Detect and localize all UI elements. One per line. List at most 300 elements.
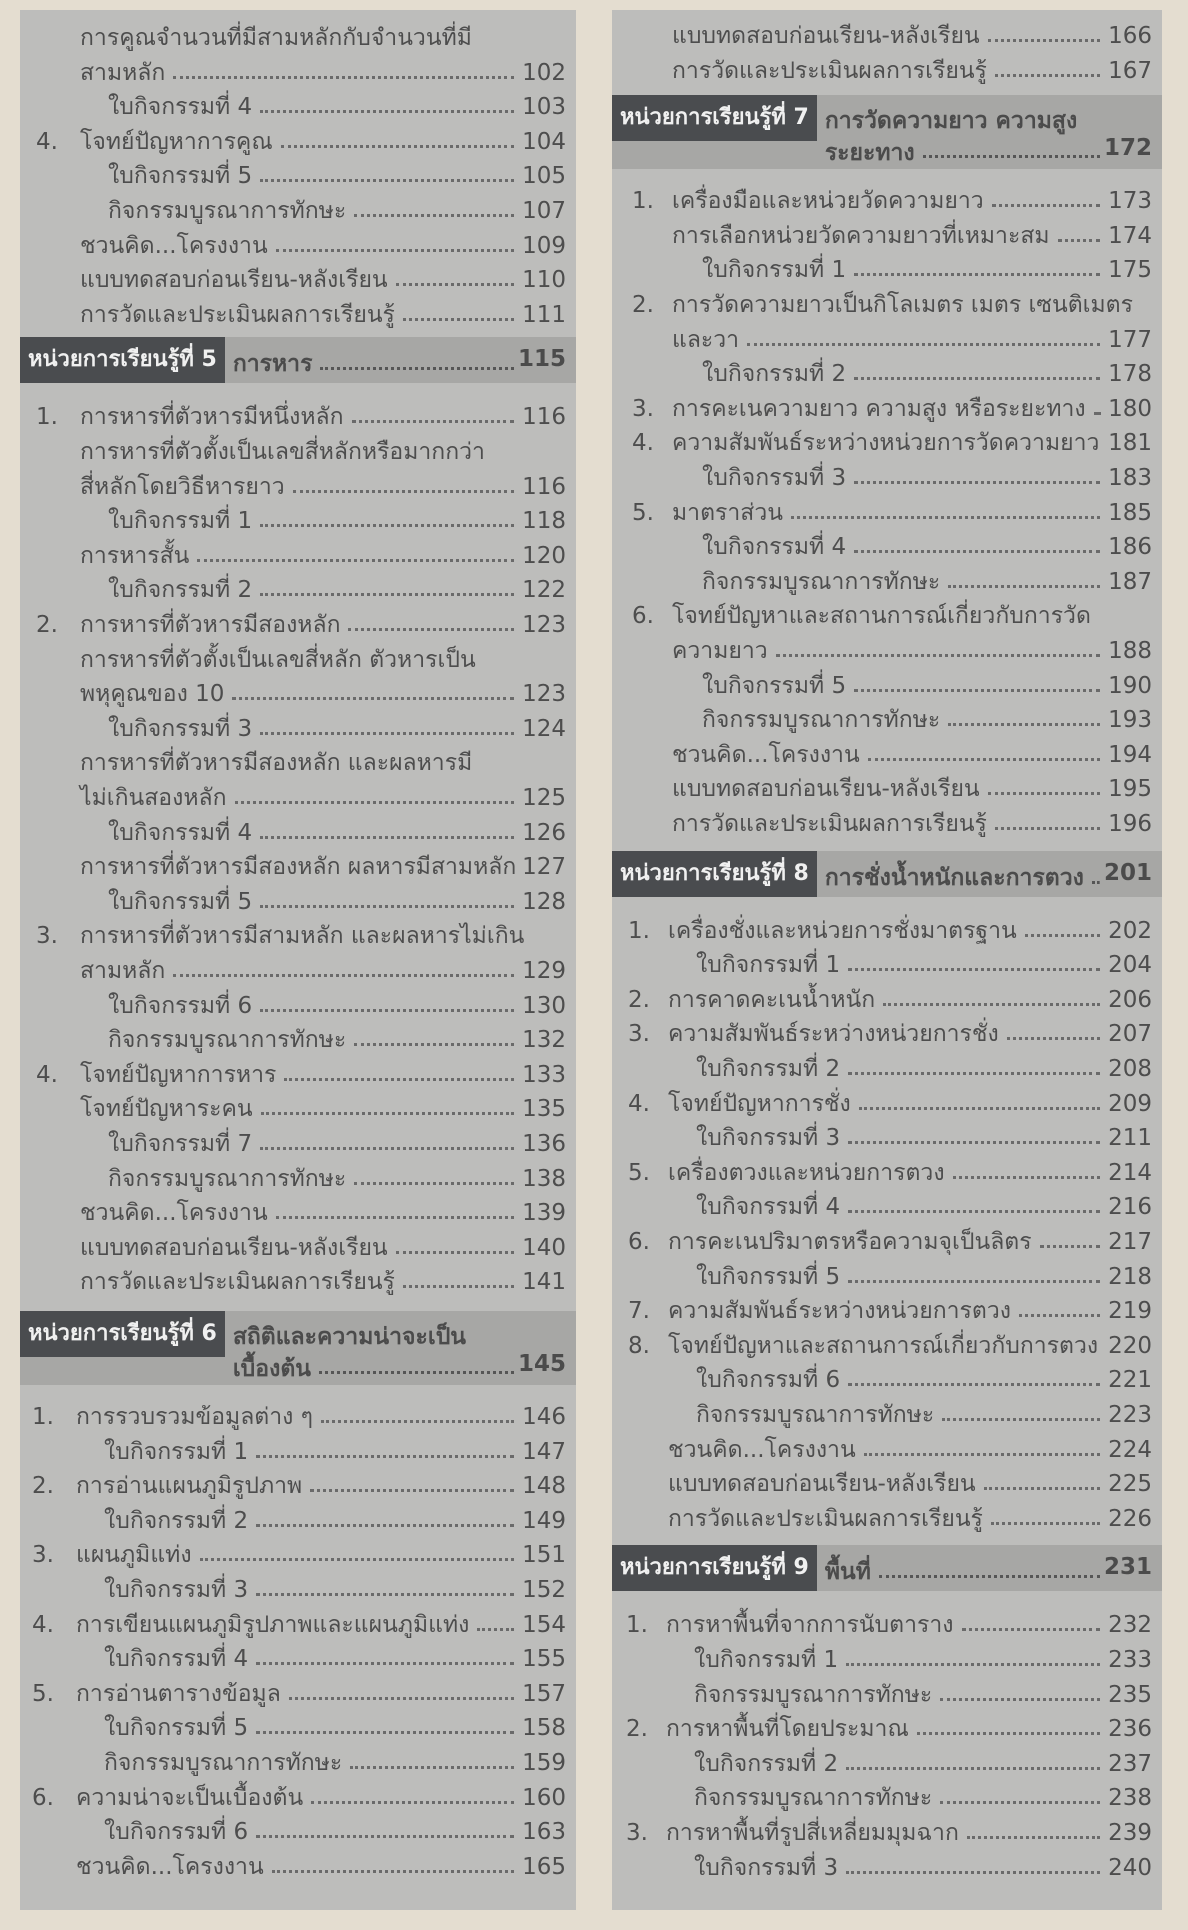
toc-entry[interactable] [612,1640,1162,1674]
page-number: 139 [522,1200,566,1227]
toc-entry[interactable] [612,320,1162,354]
entry-title[interactable]: การหารที่ตัวหารมีหนึ่งหลัก [80,404,344,431]
toc-entry[interactable] [20,1055,576,1089]
entry-title[interactable]: ใบกิจกรรมที่ 5 [702,672,847,699]
toc-entry[interactable] [612,1675,1162,1709]
page-number: 152 [522,1577,566,1603]
entry-title[interactable]: เครื่องมือและหน่วยวัดความยาว [672,188,984,215]
unit-title: เบื้องต้น [232,1356,311,1382]
unit-title: การชั่งน้ำหนักและการตวง [824,864,1084,891]
toc-entry[interactable] [612,458,1162,492]
page-number: 130 [522,992,566,1019]
toc-entry[interactable] [20,191,576,225]
toc-entry[interactable] [612,1709,1162,1743]
entry-title[interactable]: ใบกิจกรรมที่ 2 [694,1750,839,1777]
dot-leader [1040,1241,1100,1248]
entry-title[interactable]: ใบกิจกรรมที่ 1 [694,1647,839,1673]
page-number: 240 [1108,1854,1152,1881]
unit-header[interactable] [612,95,1162,169]
toc-entry[interactable] [20,986,576,1020]
toc-entry[interactable] [612,181,1162,215]
dot-leader [868,754,1100,761]
entry-title[interactable]: ใบกิจกรรมที่ 5 [108,163,253,190]
toc-entry[interactable] [20,674,576,708]
unit-title: ระยะทาง [824,140,915,167]
dot-leader [1019,1310,1100,1317]
entry-title[interactable]: ใบกิจกรรมที่ 1 [104,1438,249,1465]
dot-leader [854,373,1100,380]
entry-title[interactable]: ใบกิจกรรมที่ 7 [108,1131,253,1157]
page-number: 135 [522,1096,566,1123]
toc-entry[interactable] [20,397,576,431]
dot-leader [310,1485,514,1492]
toc-entry[interactable] [20,1432,576,1466]
page-number: 151 [522,1542,566,1569]
toc-entry[interactable] [20,1743,576,1777]
entry-title[interactable]: เครื่องชั่งและหน่วยการชั่งมาตรฐาน [668,917,1017,944]
page-number: 235 [1108,1681,1152,1708]
dot-leader [854,477,1100,484]
dot-leader [256,1589,514,1596]
entry-title[interactable]: ใบกิจกรรมที่ 6 [108,992,253,1019]
page-number: 123 [522,612,566,638]
entry-title[interactable]: แบบทดสอบก่อนเรียน-หลังเรียน [672,776,980,803]
entry-title[interactable]: ใบกิจกรรมที่ 6 [104,1819,249,1846]
dot-leader [995,70,1100,77]
entry-number: 5. [32,1680,54,1707]
unit-page-number: 201 [1103,859,1152,886]
toc-entry[interactable] [612,945,1162,979]
unit-header[interactable] [20,337,576,383]
dot-leader [948,719,1100,726]
toc-entry[interactable] [612,1014,1162,1048]
page-number: 166 [1108,23,1152,49]
entry-title[interactable]: ความสัมพันธ์ระหว่างหน่วยการวัดความยาว [672,430,1100,457]
entry-title[interactable]: การหาพื้นที่จากการนับตาราง [666,1612,954,1639]
entry-title[interactable]: แบบทดสอบก่อนเรียน-หลังเรียน [668,1471,976,1498]
entry-title[interactable]: ชวนคิด...โครงงาน [76,1853,264,1880]
entry-title[interactable]: กิจกรรมบูรณาการทักษะ [696,1402,935,1428]
page-number: 207 [1108,1021,1152,1048]
entry-number: 2. [628,986,650,1013]
page-number: 193 [1108,707,1152,734]
toc-entry[interactable] [20,1778,576,1812]
dot-leader [354,1178,514,1185]
entry-title[interactable]: แผนภูมิแท่ง [76,1542,192,1569]
toc-entry[interactable] [20,1228,576,1262]
dot-leader [284,1074,514,1081]
toc-entry[interactable] [20,87,576,121]
toc-entry[interactable] [20,1570,576,1604]
entry-title[interactable]: ไม่เกินสองหลัก [80,785,227,811]
dot-leader [940,1797,1100,1804]
toc-entry[interactable] [612,1049,1162,1083]
entry-title[interactable]: การหารที่ตัวหารมีสองหลัก [80,612,341,638]
dot-leader [197,555,514,562]
page-number: 202 [1108,917,1152,944]
entry-title-line1[interactable]: การคูณจำนวนที่มีสามหลักกับจำนวนที่มี [80,25,472,51]
page-number: 225 [1108,1471,1152,1498]
toc-entry[interactable] [612,250,1162,284]
entry-title[interactable]: ความยาว [672,638,768,664]
entry-title[interactable]: การคะเนความยาว ความสูง หรือระยะทาง [672,395,1086,422]
page-number: 155 [522,1646,566,1673]
toc-entry[interactable] [612,1744,1162,1778]
entry-title[interactable]: ชวนคิด...โครงงาน [668,1436,856,1463]
entry-title[interactable]: เครื่องตวงและหน่วยการตวง [668,1159,945,1186]
entry-number: 3. [36,923,58,950]
entry-title[interactable]: กิจกรรมบูรณาการทักษะ [108,1165,347,1192]
page-number: 173 [1108,188,1152,215]
entry-title[interactable]: ใบกิจกรรมที่ 1 [696,952,841,979]
entry-title[interactable]: การอ่านแผนภูมิรูปภาพ [76,1473,303,1500]
toc-entry[interactable] [612,804,1162,838]
dot-leader [477,1624,514,1631]
page-number: 185 [1108,499,1152,526]
entry-title-line1[interactable]: การหารที่ตัวตั้งเป็นเลขสี่หลัก ตัวหารเป็น [80,646,476,673]
unit-badge: หน่วยการเรียนรู้ที่ 7 [612,95,817,141]
toc-entry[interactable] [20,1020,576,1054]
toc-entry[interactable] [612,527,1162,561]
dot-leader [854,546,1100,553]
dot-leader [200,1554,514,1561]
dot-leader [354,210,514,217]
entry-title[interactable]: การหาพื้นที่โดยประมาณ [666,1716,909,1743]
toc-entry[interactable] [20,570,576,604]
page-number: 188 [1108,638,1152,664]
toc-entry[interactable] [20,1501,576,1535]
dot-leader [403,314,514,321]
entry-title[interactable]: กิจกรรมบูรณาการทักษะ [108,198,347,224]
toc-entry[interactable] [20,156,576,190]
toc-entry[interactable] [20,226,576,260]
page-number: 125 [522,785,566,811]
dot-leader [256,1520,514,1527]
page-number: 154 [522,1611,566,1638]
toc-entry[interactable] [20,53,576,87]
unit-title: การหาร [232,351,313,378]
page-number: 116 [522,473,566,500]
entry-title[interactable]: กิจกรรมบูรณาการทักษะ [108,1027,347,1054]
toc-entry[interactable] [20,1089,576,1123]
toc-entry[interactable] [20,1535,576,1569]
toc-entry[interactable] [20,1708,576,1742]
entry-title[interactable]: การเลือกหน่วยวัดความยาวที่เหมาะสม [672,222,1050,249]
entry-title[interactable]: กิจกรรมบูรณาการทักษะ [694,1785,933,1812]
entry-title[interactable]: การวัดและประเมินผลการเรียนรู้ [672,811,987,837]
dot-leader [846,1763,1100,1770]
dot-leader [967,1832,1100,1839]
toc-entry[interactable] [612,389,1162,423]
entry-title[interactable]: ความสัมพันธ์ระหว่างหน่วยการตวง [668,1298,1011,1325]
entry-title[interactable]: ใบกิจกรรมที่ 1 [108,508,253,535]
toc-entry[interactable] [612,562,1162,596]
entry-title[interactable]: การรวบรวมข้อมูลต่าง ๆ [76,1404,314,1430]
page-number: 174 [1108,222,1152,249]
page-number: 177 [1108,326,1152,353]
toc-entry[interactable] [612,980,1162,1014]
toc-entry[interactable] [20,260,576,294]
page-number: 132 [522,1027,566,1054]
entry-title[interactable]: การวัดและประเมินผลการเรียนรู้ [80,1269,395,1296]
toc-entry[interactable] [20,1159,576,1193]
toc-entry[interactable] [20,501,576,535]
entry-number: 5. [628,1159,650,1186]
entry-title[interactable]: โจทย์ปัญหาและสถานการณ์เกี่ยวกับการตวง [668,1332,1099,1359]
page-number: 186 [1108,534,1152,561]
page-number: 237 [1108,1750,1152,1777]
dot-leader [984,1483,1100,1490]
entry-title[interactable]: โจทย์ปัญหาการหาร [80,1061,277,1088]
dot-leader [859,1103,1100,1110]
toc-entry[interactable] [20,709,576,743]
page-number: 217 [1108,1229,1152,1255]
page-number: 206 [1108,986,1152,1013]
entry-title[interactable]: ใบกิจกรรมที่ 4 [702,534,847,561]
entry-number: 2. [36,612,58,638]
toc-entry[interactable] [612,1464,1162,1498]
entry-title[interactable]: โจทย์ปัญหาระคน [80,1096,253,1123]
entry-title[interactable]: กิจกรรมบูรณาการทักษะ [702,707,941,734]
entry-title[interactable]: การวัดและประเมินผลการเรียนรู้ [668,1505,983,1532]
toc-entry-line [20,743,576,777]
entry-number: 4. [628,1090,650,1117]
toc-entry[interactable] [612,735,1162,769]
toc-entry[interactable] [612,1395,1162,1429]
page-number: 190 [1108,672,1152,699]
entry-title[interactable]: การหารสั้น [80,542,190,569]
page-number: 104 [522,128,566,155]
entry-title[interactable]: ใบกิจกรรมที่ 6 [696,1367,841,1394]
dot-leader [988,35,1100,42]
toc-column-left [20,10,576,1910]
dot-leader [352,416,514,423]
dot-leader [848,1379,1100,1386]
entry-title[interactable]: การเขียนแผนภูมิรูปภาพและแผนภูมิแท่ง [76,1611,470,1638]
page-number: 218 [1108,1263,1152,1290]
entry-title[interactable]: โจทย์ปัญหาการคูณ [80,128,273,155]
dot-leader [846,1659,1100,1666]
toc-entry[interactable] [612,911,1162,945]
page-number: 223 [1108,1402,1152,1428]
toc-entry[interactable] [612,700,1162,734]
toc-entry[interactable] [612,1153,1162,1187]
page-number: 122 [522,577,566,604]
page-number: 167 [1108,57,1152,84]
toc-entry[interactable] [612,1499,1162,1533]
page-number: 147 [522,1438,566,1465]
entry-title[interactable]: ใบกิจกรรมที่ 3 [108,715,253,742]
entry-title-line1[interactable]: การหารที่ตัวหารมีสามหลัก และผลหารไม่เกิน [80,923,525,950]
dot-leader [917,1728,1100,1735]
page-number: 204 [1108,952,1152,979]
toc-entry[interactable] [20,122,576,156]
unit-title-line1: การวัดความยาว ความสูง [824,108,1078,135]
toc-entry[interactable] [612,16,1162,50]
dot-leader [791,512,1100,519]
entry-title-line1[interactable]: การหารที่ตัวตั้งเป็นเลขสี่หลักหรือมากกว่า [80,439,485,465]
toc-entry[interactable] [612,1848,1162,1882]
toc-entry[interactable] [20,467,576,501]
toc-entry[interactable] [612,666,1162,700]
toc-entry[interactable] [612,631,1162,665]
dot-leader [311,1797,514,1804]
toc-entry[interactable] [612,1084,1162,1118]
dot-leader [953,1172,1100,1179]
dot-leader [988,788,1100,795]
entry-title[interactable]: แบบทดสอบก่อนเรียน-หลังเรียน [672,23,980,49]
entry-title[interactable]: ใบกิจกรรมที่ 4 [696,1194,841,1221]
toc-entry[interactable] [20,1639,576,1673]
toc-entry[interactable] [612,1326,1162,1360]
unit-header[interactable] [612,1545,1162,1591]
entry-number: 1. [632,188,654,215]
entry-title[interactable]: ใบกิจกรรมที่ 4 [104,1646,249,1673]
unit-header[interactable] [612,851,1162,897]
entry-title[interactable]: ใบกิจกรรมที่ 3 [694,1854,839,1881]
entry-title[interactable]: การคะเนปริมาตรหรือความจุเป็นลิตร [668,1229,1032,1255]
page-number: 120 [522,542,566,569]
toc-entry[interactable] [612,1257,1162,1291]
entry-title[interactable]: ชวนคิด...โครงงาน [80,1200,268,1227]
entry-title[interactable]: กิจกรรมบูรณาการทักษะ [104,1750,343,1776]
toc-entry[interactable] [612,1605,1162,1639]
toc-entry[interactable] [20,1397,576,1431]
toc-column-right [612,10,1162,1910]
entry-title[interactable]: ความน่าจะเป็นเบื้องต้น [76,1784,304,1811]
toc-entry[interactable] [612,769,1162,803]
entry-title[interactable]: ใบกิจกรรมที่ 2 [104,1507,249,1534]
entry-title[interactable]: สามหลัก [80,59,166,86]
entry-title[interactable]: กิจกรรมบูรณาการทักษะ [694,1681,933,1708]
page-number: 109 [522,232,566,259]
dot-leader [350,1762,514,1769]
entry-title[interactable]: การคาดคะเนน้ำหนัก [668,986,876,1013]
toc-entry[interactable] [20,1262,576,1296]
entry-title[interactable]: มาตราส่วน [672,499,783,526]
toc-entry[interactable] [20,1847,576,1881]
entry-number: 5. [632,499,654,526]
page-number: 181 [1108,430,1152,457]
entry-title[interactable]: ใบกิจกรรมที่ 5 [108,888,253,915]
toc-entry[interactable] [20,1193,576,1227]
entry-title[interactable]: ใบกิจกรรมที่ 4 [108,94,253,121]
entry-title[interactable]: ใบกิจกรรมที่ 1 [702,257,847,284]
toc-entry[interactable] [20,778,576,812]
page-number: 194 [1108,741,1152,768]
dot-leader [942,1414,1100,1421]
entry-title[interactable]: ใบกิจกรรมที่ 2 [702,361,847,388]
page-number: 128 [522,888,566,915]
dot-leader [256,1831,514,1838]
page-number: 141 [522,1269,566,1296]
entry-title[interactable]: สามหลัก [80,958,166,984]
page-number: 140 [522,1234,566,1261]
entry-title[interactable]: แบบทดสอบก่อนเรียน-หลังเรียน [80,267,388,294]
unit-header[interactable] [20,1311,576,1385]
toc-entry[interactable] [612,354,1162,388]
toc-entry[interactable] [20,847,576,881]
toc-entry[interactable] [20,1124,576,1158]
toc-entry[interactable] [20,1466,576,1500]
entry-title-line1[interactable]: โจทย์ปัญหาและสถานการณ์เกี่ยวกับการวัด [672,603,1091,630]
toc-entry[interactable] [20,295,576,329]
toc-entry[interactable] [612,1360,1162,1394]
entry-title[interactable]: สี่หลักโดยวิธีหารยาว [80,473,285,500]
dot-leader [256,1727,514,1734]
toc-entry[interactable] [20,1812,576,1846]
entry-title[interactable]: ใบกิจกรรมที่ 2 [696,1056,841,1082]
entry-number: 1. [628,917,650,944]
entry-title[interactable]: ใบกิจกรรมที่ 3 [696,1125,841,1152]
toc-entry[interactable] [612,1291,1162,1325]
toc-entry[interactable] [612,216,1162,250]
toc-entry[interactable] [20,1674,576,1708]
toc-entry[interactable] [20,536,576,570]
toc-entry[interactable] [20,1605,576,1639]
entry-title[interactable]: ใบกิจกรรมที่ 3 [104,1577,249,1603]
entry-title[interactable]: การหารที่ตัวหารมีสองหลัก ผลหารมีสามหลัก [80,854,517,881]
entry-title[interactable]: แบบทดสอบก่อนเรียน-หลังเรียน [80,1234,388,1261]
entry-title[interactable]: ความสัมพันธ์ระหว่างหน่วยการชั่ง [668,1021,999,1048]
toc-entry[interactable] [20,813,576,847]
dot-leader [348,624,514,631]
entry-title[interactable]: ใบกิจกรรมที่ 5 [696,1263,841,1290]
page-number: 219 [1108,1298,1152,1325]
entry-title[interactable]: การหาพื้นที่รูปสี่เหลี่ยมมุมฉาก [666,1820,959,1846]
page-number: 124 [522,715,566,742]
entry-title[interactable]: ใบกิจกรรมที่ 5 [104,1715,249,1742]
entry-number: 6. [628,1229,650,1255]
entry-title[interactable]: การวัดและประเมินผลการเรียนรู้ [672,57,987,84]
entry-title[interactable]: ชวนคิด...โครงงาน [672,741,860,768]
unit-badge: หน่วยการเรียนรู้ที่ 9 [612,1545,817,1591]
toc-entry[interactable] [612,493,1162,527]
entry-title[interactable]: การอ่านตารางข้อมูล [76,1680,281,1707]
entry-title-line1[interactable]: การวัดความยาวเป็นกิโลเมตร เมตร เซนติเมตร [672,292,1133,318]
entry-title[interactable]: ใบกิจกรรมที่ 3 [702,465,847,491]
toc-entry[interactable] [612,1118,1162,1152]
dot-leader [173,970,514,977]
entry-number: 3. [628,1021,650,1048]
entry-number: 7. [628,1298,650,1325]
entry-title[interactable]: การวัดและประเมินผลการเรียนรู้ [80,301,395,328]
dot-leader [1092,877,1100,884]
entry-number: 3. [32,1542,54,1569]
entry-title[interactable]: ชวนคิด...โครงงาน [80,232,268,259]
toc-entry[interactable] [612,423,1162,457]
toc-entry[interactable] [612,1222,1162,1256]
toc-entry[interactable] [20,605,576,639]
toc-entry[interactable] [20,951,576,985]
entry-title[interactable]: และวา [672,326,740,353]
page-number: 183 [1108,465,1152,491]
toc-entry[interactable] [20,882,576,916]
entry-title-line1[interactable]: การหารที่ตัวหารมีสองหลัก และผลหารมี [80,750,473,777]
page-number: 129 [522,958,566,984]
toc-entry[interactable] [612,1430,1162,1464]
entry-title[interactable]: พหุคูณของ 10 [80,681,225,708]
entry-title[interactable]: ใบกิจกรรมที่ 4 [108,819,253,846]
entry-title[interactable]: ใบกิจกรรมที่ 2 [108,577,253,604]
toc-entry[interactable] [612,51,1162,85]
toc-entry[interactable] [612,1813,1162,1847]
toc-entry[interactable] [612,1187,1162,1221]
entry-title[interactable]: โจทย์ปัญหาการชั่ง [668,1090,851,1117]
entry-title[interactable]: กิจกรรมบูรณาการทักษะ [702,568,941,595]
toc-entry[interactable] [612,1778,1162,1812]
page-number: 138 [522,1165,566,1192]
